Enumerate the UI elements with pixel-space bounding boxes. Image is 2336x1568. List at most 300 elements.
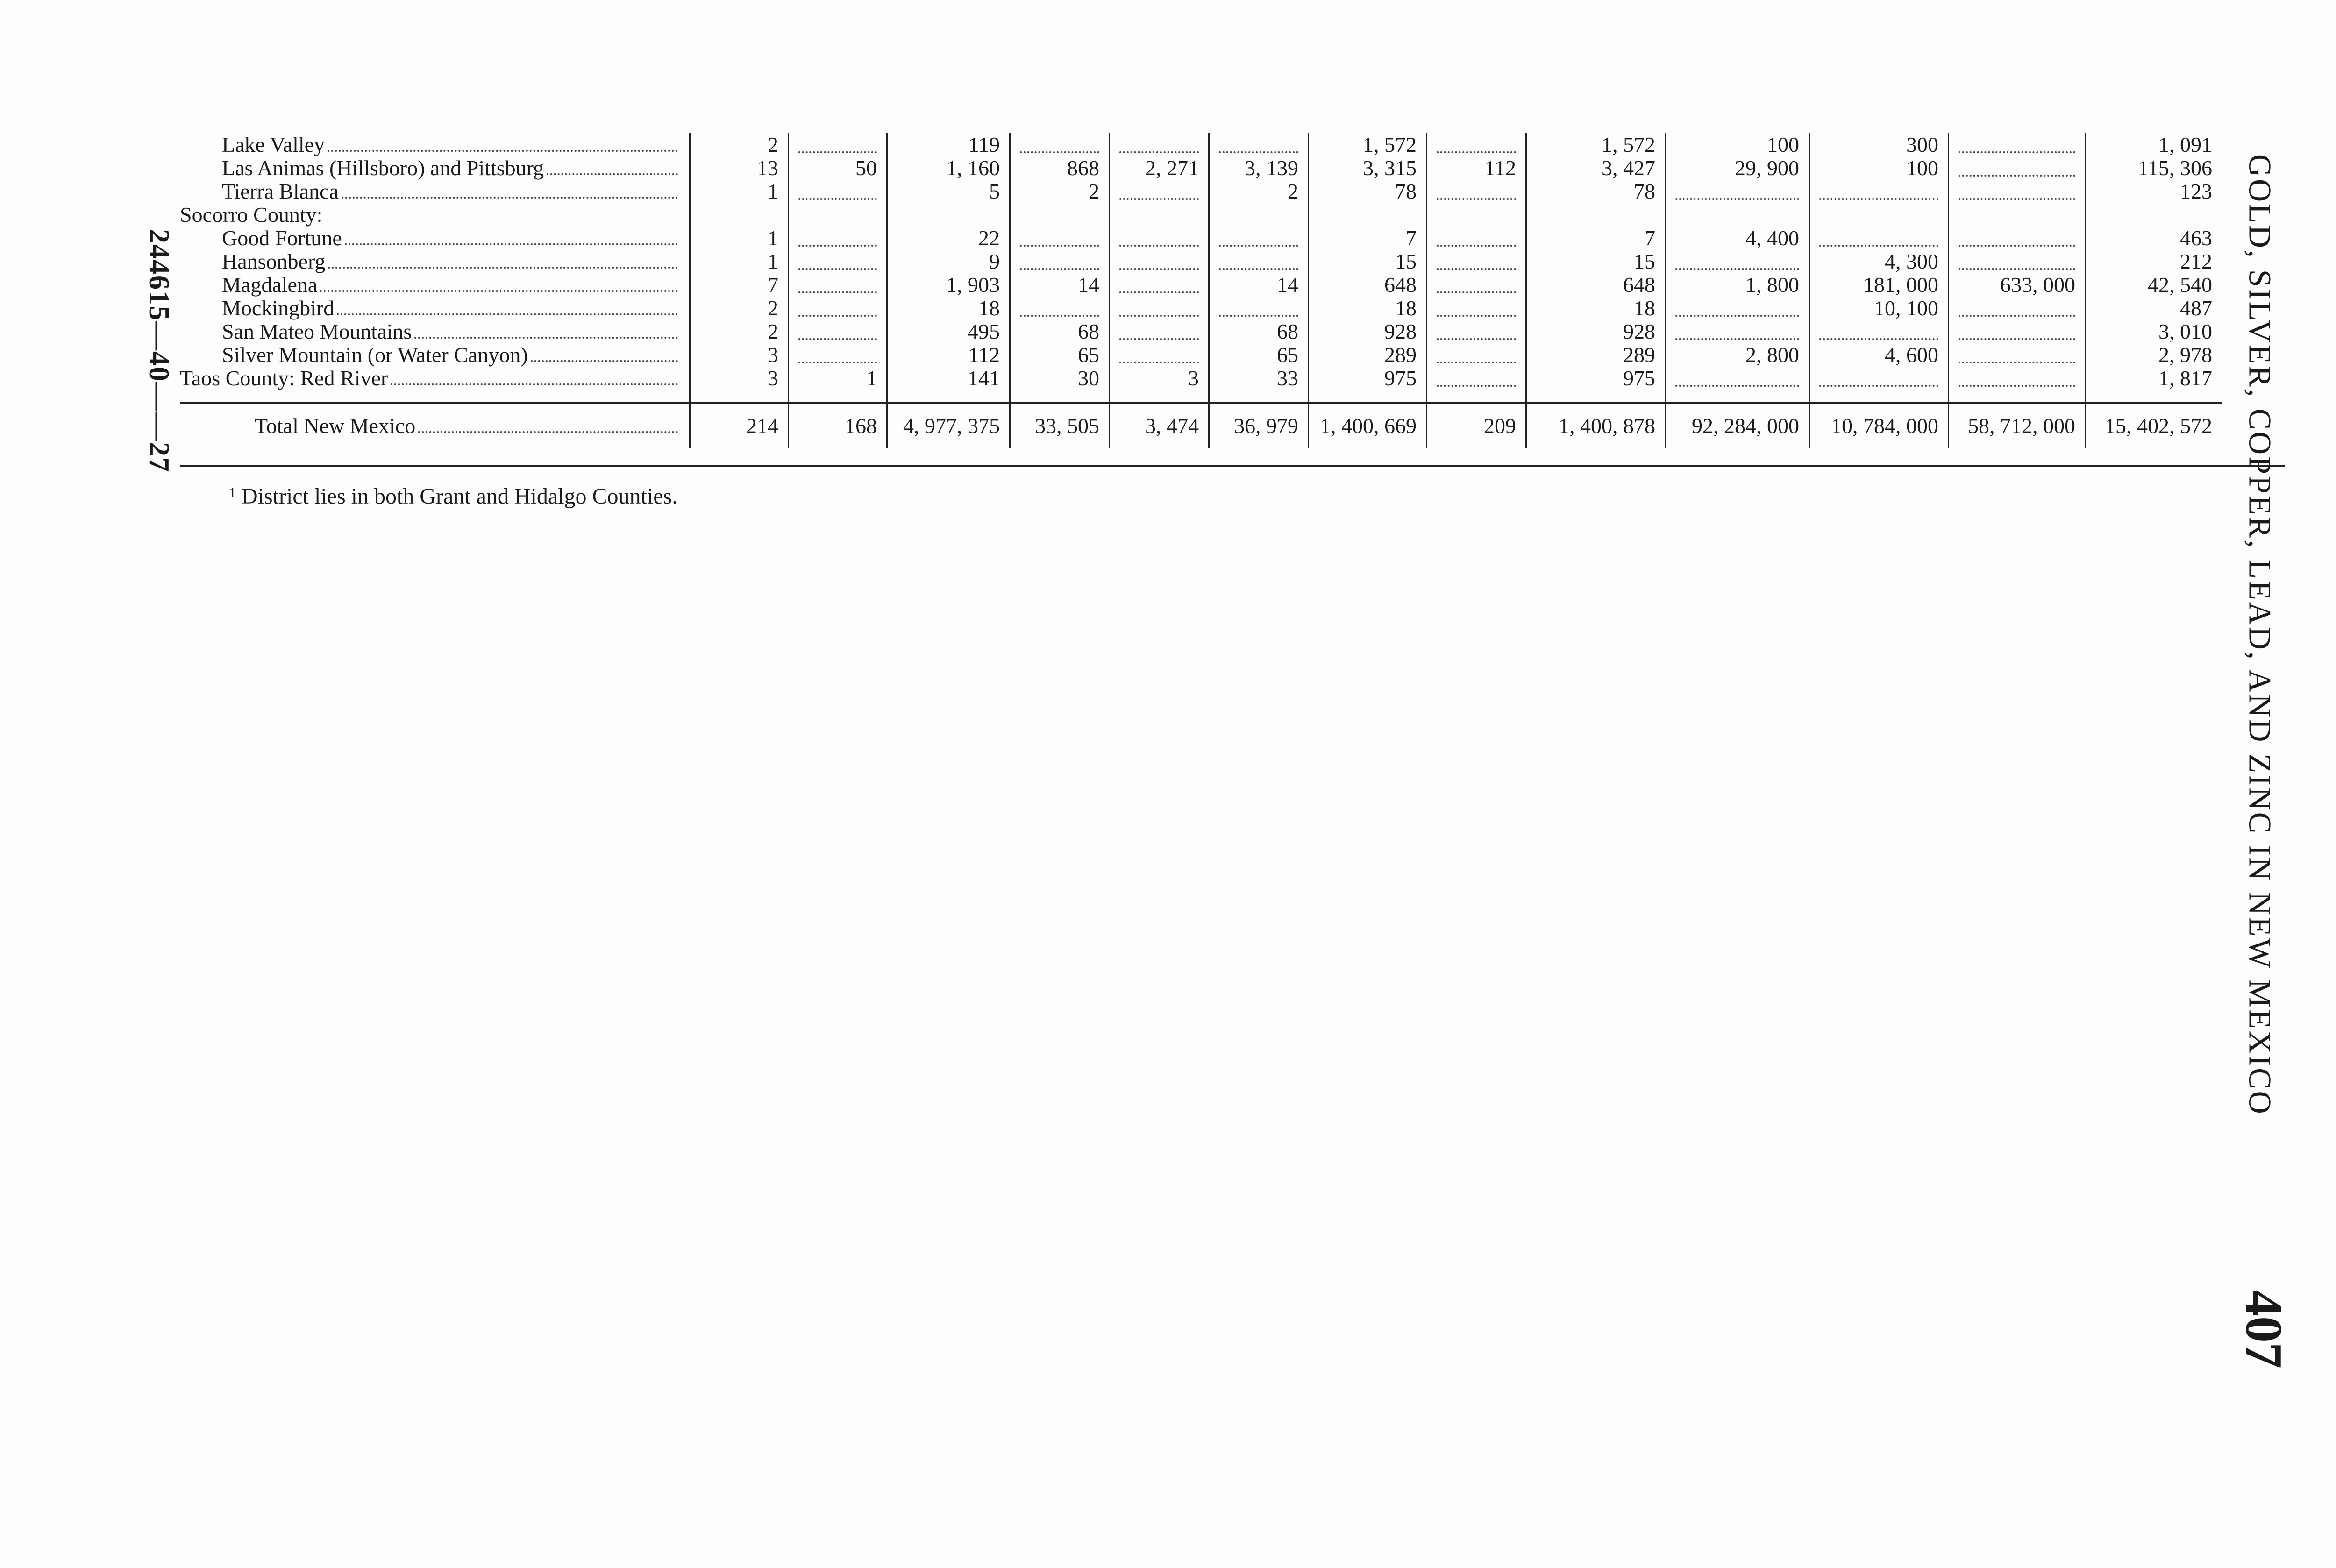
value-cell: [1110, 343, 1209, 367]
cell-value: 1, 572: [1602, 133, 1655, 156]
cell-value: 10, 100: [1874, 296, 1938, 320]
empty-cell-leader: [1959, 350, 2075, 363]
value-cell: [1209, 320, 1309, 343]
spacer-cell: [690, 390, 789, 403]
value-cell: [1427, 203, 1526, 227]
row-label: [180, 343, 690, 367]
cell-value: 18: [1634, 296, 1655, 320]
spacer-cell: [1110, 390, 1209, 403]
cell-value: 975: [1384, 366, 1417, 390]
cell-value: 300: [1906, 133, 1938, 156]
empty-cell-leader: [1119, 257, 1199, 270]
value-cell: [1010, 203, 1110, 227]
value-cell: [1010, 133, 1110, 156]
empty-cell-leader: [1437, 304, 1516, 317]
row-label-text: Good Fortune: [222, 226, 342, 250]
value-cell: [1427, 367, 1526, 390]
footnote-text: District lies in both Grant and Hidalgo Counties.: [242, 484, 678, 509]
empty-cell-leader: [1119, 327, 1199, 340]
cell-value: 495: [968, 319, 1000, 343]
value-cell: [1010, 320, 1110, 343]
row-label: [180, 250, 690, 273]
cell-value: 4, 977, 375: [903, 414, 1000, 438]
value-cell: [1209, 203, 1309, 227]
cell-value: 58, 712, 000: [1968, 414, 2075, 438]
dot-leader: [328, 142, 678, 152]
value-cell: [887, 180, 1010, 203]
empty-cell-leader: [1959, 374, 2075, 387]
value-cell: [690, 273, 789, 297]
value-cell: [1010, 180, 1110, 203]
value-cell: [1309, 250, 1427, 273]
spacer-cell: [789, 390, 887, 403]
cell-value: 15: [1634, 249, 1655, 273]
running-title: GOLD, SILVER, COPPER, LEAD, AND ZINC IN NEW MEXICO: [2242, 154, 2278, 1116]
cell-value: 65: [1078, 343, 1099, 367]
row-label: [180, 297, 690, 320]
value-cell: [1809, 367, 1949, 390]
value-cell: [1427, 180, 1526, 203]
cell-value: 1: [768, 179, 778, 203]
table-row: [180, 273, 2222, 297]
value-cell: [1427, 227, 1526, 250]
row-label-text: Magdalena: [222, 273, 318, 297]
value-cell: [1010, 250, 1110, 273]
value-cell: [887, 203, 1010, 227]
row-label-text: Lake Valley: [222, 133, 325, 156]
value-cell: [1809, 203, 1949, 227]
cell-value: 36, 979: [1234, 414, 1298, 438]
value-cell: [887, 403, 1010, 449]
value-cell: [1809, 343, 1949, 367]
value-cell: [1427, 133, 1526, 156]
value-cell: [1010, 343, 1110, 367]
cell-value: 289: [1623, 343, 1655, 367]
row-label: [180, 133, 690, 156]
cell-value: 78: [1634, 179, 1655, 203]
cell-value: 115, 306: [2137, 156, 2212, 180]
value-cell: [1809, 273, 1949, 297]
value-cell: [1949, 250, 2086, 273]
cell-value: 13: [757, 156, 778, 180]
table-row: [180, 297, 2222, 320]
empty-cell-leader: [1219, 234, 1298, 247]
empty-cell-leader: [1119, 234, 1199, 247]
cell-value: 18: [1395, 296, 1417, 320]
value-cell: [2086, 180, 2222, 203]
dot-leader: [337, 305, 678, 315]
spacer-cell: [1666, 390, 1809, 403]
value-cell: [1427, 156, 1526, 180]
value-cell: [1209, 180, 1309, 203]
value-cell: [789, 133, 887, 156]
dot-leader: [418, 423, 678, 433]
cell-value: 487: [2180, 296, 2212, 320]
value-cell: [2086, 367, 2222, 390]
cell-value: 68: [1078, 319, 1099, 343]
value-cell: [1949, 273, 2086, 297]
dot-leader: [345, 235, 678, 245]
value-cell: [1666, 133, 1809, 156]
value-cell: [887, 297, 1010, 320]
cell-value: 1, 091: [2158, 133, 2212, 156]
cell-value: 2, 978: [2158, 343, 2212, 367]
value-cell: [1949, 320, 2086, 343]
value-cell: [1666, 273, 1809, 297]
row-label-text: Socorro County:: [180, 203, 323, 227]
spacer-cell: [1809, 390, 1949, 403]
value-cell: [1427, 250, 1526, 273]
value-cell: [1666, 156, 1809, 180]
empty-cell-leader: [1959, 234, 2075, 247]
county-heading-row: [180, 203, 2222, 227]
empty-cell-leader: [1819, 374, 1938, 387]
value-cell: [789, 227, 887, 250]
row-label-text: Las Animas (Hillsboro) and Pittsburg: [222, 156, 544, 180]
empty-cell-leader: [1959, 327, 2075, 340]
empty-cell-leader: [798, 327, 877, 340]
value-cell: [2086, 156, 2222, 180]
dot-leader: [391, 375, 678, 385]
empty-cell-leader: [798, 140, 877, 153]
value-cell: [1526, 367, 1666, 390]
value-cell: [1526, 343, 1666, 367]
cell-value: 181, 000: [1863, 273, 1938, 297]
spacer-cell: [1949, 390, 2086, 403]
empty-cell-leader: [1675, 187, 1799, 200]
value-cell: [1110, 320, 1209, 343]
value-cell: [1110, 203, 1209, 227]
value-cell: [1309, 156, 1427, 180]
cell-value: 119: [968, 133, 1000, 156]
page-number: 407: [2235, 1290, 2293, 1369]
value-cell: [1010, 297, 1110, 320]
printer-slug: 244615—40——27: [143, 229, 175, 473]
value-cell: [1809, 297, 1949, 320]
value-cell: [1110, 156, 1209, 180]
value-cell: [690, 180, 789, 203]
production-table: [180, 133, 2222, 448]
empty-cell-leader: [1119, 304, 1199, 317]
value-cell: [1309, 180, 1427, 203]
value-cell: [1309, 367, 1427, 390]
value-cell: [1809, 156, 1949, 180]
empty-cell-leader: [798, 280, 877, 293]
empty-cell-leader: [1675, 257, 1799, 270]
value-cell: [1666, 180, 1809, 203]
value-cell: [1526, 320, 1666, 343]
value-cell: [789, 156, 887, 180]
value-cell: [2086, 320, 2222, 343]
cell-value: 2: [1089, 179, 1099, 203]
row-label-text: Hansonberg: [222, 249, 326, 273]
cell-value: 42, 540: [2148, 273, 2212, 297]
row-label-text: San Mateo Mountains: [222, 319, 412, 343]
empty-cell-leader: [1437, 327, 1516, 340]
value-cell: [1809, 250, 1949, 273]
value-cell: [1526, 180, 1666, 203]
cell-value: 5: [989, 179, 1000, 203]
value-cell: [1949, 343, 2086, 367]
spacer-cell: [1526, 390, 1666, 403]
cell-value: 633, 000: [2000, 273, 2075, 297]
table-bottom-rule: [180, 465, 2285, 467]
value-cell: [1949, 367, 2086, 390]
empty-cell-leader: [1437, 234, 1516, 247]
cell-value: 3, 474: [1145, 414, 1199, 438]
spacer-cell: [1309, 390, 1427, 403]
cell-value: 3, 427: [1602, 156, 1655, 180]
value-cell: [1309, 297, 1427, 320]
cell-value: 2, 271: [1145, 156, 1199, 180]
cell-value: 928: [1623, 319, 1655, 343]
value-cell: [690, 250, 789, 273]
cell-value: 92, 284, 000: [1692, 414, 1799, 438]
value-cell: [1427, 343, 1526, 367]
value-cell: [1949, 403, 2086, 449]
cell-value: 289: [1384, 343, 1417, 367]
cell-value: 30: [1078, 366, 1099, 390]
value-cell: [1526, 297, 1666, 320]
empty-cell-leader: [1959, 163, 2075, 177]
empty-cell-leader: [1119, 187, 1199, 200]
cell-value: 1: [866, 366, 877, 390]
table-row: [180, 133, 2222, 156]
spacer-row: [180, 390, 2222, 403]
value-cell: [1209, 250, 1309, 273]
value-cell: [887, 273, 1010, 297]
dot-leader: [342, 188, 678, 199]
cell-value: 112: [968, 343, 1000, 367]
value-cell: [690, 156, 789, 180]
value-cell: [2086, 250, 2222, 273]
cell-value: 3, 010: [2158, 319, 2212, 343]
cell-value: 9: [989, 249, 1000, 273]
cell-value: 1, 817: [2158, 366, 2212, 390]
cell-value: 68: [1277, 319, 1298, 343]
value-cell: [1809, 227, 1949, 250]
value-cell: [1209, 273, 1309, 297]
value-cell: [1666, 403, 1809, 449]
empty-cell-leader: [1219, 140, 1298, 153]
value-cell: [887, 250, 1010, 273]
cell-value: 7: [768, 273, 778, 297]
value-cell: [1209, 403, 1309, 449]
value-cell: [1526, 250, 1666, 273]
empty-cell-leader: [1437, 187, 1516, 200]
row-label-text: Total New Mexico: [255, 414, 416, 438]
value-cell: [1666, 343, 1809, 367]
empty-cell-leader: [1959, 187, 2075, 200]
spacer-cell: [2086, 390, 2222, 403]
spacer-cell: [1427, 390, 1526, 403]
table-row: [180, 320, 2222, 343]
value-cell: [1949, 203, 2086, 227]
value-cell: [1526, 403, 1666, 449]
empty-cell-leader: [1675, 374, 1799, 387]
cell-value: 33: [1277, 366, 1298, 390]
empty-cell-leader: [798, 304, 877, 317]
value-cell: [1809, 133, 1949, 156]
spacer-cell: [1010, 390, 1110, 403]
cell-value: 2: [768, 133, 778, 156]
value-cell: [789, 273, 887, 297]
value-cell: [2086, 203, 2222, 227]
cell-value: 3: [768, 343, 778, 367]
cell-value: 22: [978, 226, 1000, 250]
cell-value: 3: [768, 366, 778, 390]
empty-cell-leader: [798, 187, 877, 200]
cell-value: 100: [1906, 156, 1938, 180]
table-row: [180, 227, 2222, 250]
value-cell: [690, 343, 789, 367]
value-cell: [1809, 403, 1949, 449]
value-cell: [2086, 297, 2222, 320]
cell-value: 214: [746, 414, 778, 438]
spacer-cell: [1209, 390, 1309, 403]
table-row: [180, 367, 2222, 390]
empty-cell-leader: [1119, 280, 1199, 293]
row-label: [180, 180, 690, 203]
empty-cell-leader: [1959, 257, 2075, 270]
row-label-text: Tierra Blanca: [222, 179, 339, 203]
value-cell: [690, 320, 789, 343]
value-cell: [1309, 403, 1427, 449]
cell-value: 15, 402, 572: [2105, 414, 2212, 438]
cell-value: 100: [1767, 133, 1799, 156]
footnote-marker: 1: [229, 485, 236, 500]
row-label: [180, 227, 690, 250]
table-row: [180, 180, 2222, 203]
value-cell: [1110, 403, 1209, 449]
cell-value: 3, 315: [1363, 156, 1417, 180]
cell-value: 2: [1288, 179, 1298, 203]
empty-cell-leader: [1219, 257, 1298, 270]
value-cell: [1526, 156, 1666, 180]
empty-cell-leader: [1020, 140, 1099, 153]
empty-cell-leader: [798, 257, 877, 270]
cell-value: 868: [1067, 156, 1099, 180]
value-cell: [690, 297, 789, 320]
empty-cell-leader: [1437, 374, 1516, 387]
table-row: [180, 156, 2222, 180]
footnote: [229, 483, 677, 509]
value-cell: [1666, 320, 1809, 343]
value-cell: [1666, 227, 1809, 250]
cell-value: 212: [2180, 249, 2212, 273]
cell-value: 50: [855, 156, 877, 180]
row-label-text: Taos County: Red River: [180, 366, 388, 390]
value-cell: [1427, 320, 1526, 343]
cell-value: 975: [1623, 366, 1655, 390]
cell-value: 1, 572: [1363, 133, 1417, 156]
value-cell: [1526, 203, 1666, 227]
value-cell: [1309, 203, 1427, 227]
value-cell: [789, 320, 887, 343]
cell-value: 1: [768, 226, 778, 250]
empty-cell-leader: [1020, 304, 1099, 317]
cell-value: 29, 900: [1735, 156, 1799, 180]
empty-cell-leader: [1675, 304, 1799, 317]
value-cell: [1209, 297, 1309, 320]
cell-value: 112: [1484, 156, 1516, 180]
value-cell: [1949, 297, 2086, 320]
empty-cell-leader: [1959, 304, 2075, 317]
value-cell: [1010, 273, 1110, 297]
value-cell: [1010, 403, 1110, 449]
row-label: [180, 273, 690, 297]
value-cell: [1209, 227, 1309, 250]
value-cell: [690, 403, 789, 449]
cell-value: 78: [1395, 179, 1417, 203]
value-cell: [1666, 367, 1809, 390]
row-label-text: Mockingbird: [222, 296, 335, 320]
value-cell: [1949, 227, 2086, 250]
value-cell: [887, 156, 1010, 180]
cell-value: 928: [1384, 319, 1417, 343]
value-cell: [887, 343, 1010, 367]
empty-cell-leader: [1020, 257, 1099, 270]
cell-value: 1, 800: [1745, 273, 1799, 297]
empty-cell-leader: [1819, 187, 1938, 200]
dot-leader: [320, 282, 678, 292]
value-cell: [789, 343, 887, 367]
cell-value: 3: [1188, 366, 1199, 390]
cell-value: 1: [768, 249, 778, 273]
value-cell: [789, 250, 887, 273]
empty-cell-leader: [1959, 140, 2075, 153]
empty-cell-leader: [1219, 304, 1298, 317]
value-cell: [1526, 227, 1666, 250]
table-row: [180, 250, 2222, 273]
empty-cell-leader: [1675, 327, 1799, 340]
value-cell: [887, 227, 1010, 250]
cell-value: 15: [1395, 249, 1417, 273]
cell-value: 1, 160: [946, 156, 1000, 180]
value-cell: [1209, 133, 1309, 156]
cell-value: 4, 400: [1745, 226, 1799, 250]
cell-value: 4, 300: [1885, 249, 1938, 273]
value-cell: [1526, 133, 1666, 156]
cell-value: 14: [1078, 273, 1099, 297]
empty-cell-leader: [798, 234, 877, 247]
empty-cell-leader: [798, 350, 877, 363]
cell-value: 1, 903: [946, 273, 1000, 297]
table-row: [180, 343, 2222, 367]
running-header: [2229, 154, 2299, 1369]
table-body: [180, 133, 2222, 448]
value-cell: [1309, 273, 1427, 297]
spacer-cell: [180, 390, 690, 403]
cell-value: 4, 600: [1885, 343, 1938, 367]
empty-cell-leader: [1819, 327, 1938, 340]
value-cell: [1809, 180, 1949, 203]
value-cell: [1309, 227, 1427, 250]
value-cell: [789, 403, 887, 449]
value-cell: [1010, 227, 1110, 250]
cell-value: 123: [2180, 179, 2212, 203]
dot-leader: [547, 165, 678, 175]
empty-cell-leader: [1119, 140, 1199, 153]
value-cell: [789, 203, 887, 227]
row-label: [180, 320, 690, 343]
value-cell: [1809, 320, 1949, 343]
cell-value: 3, 139: [1245, 156, 1298, 180]
value-cell: [1110, 180, 1209, 203]
value-cell: [1427, 273, 1526, 297]
dot-leader: [531, 352, 678, 362]
value-cell: [1209, 343, 1309, 367]
